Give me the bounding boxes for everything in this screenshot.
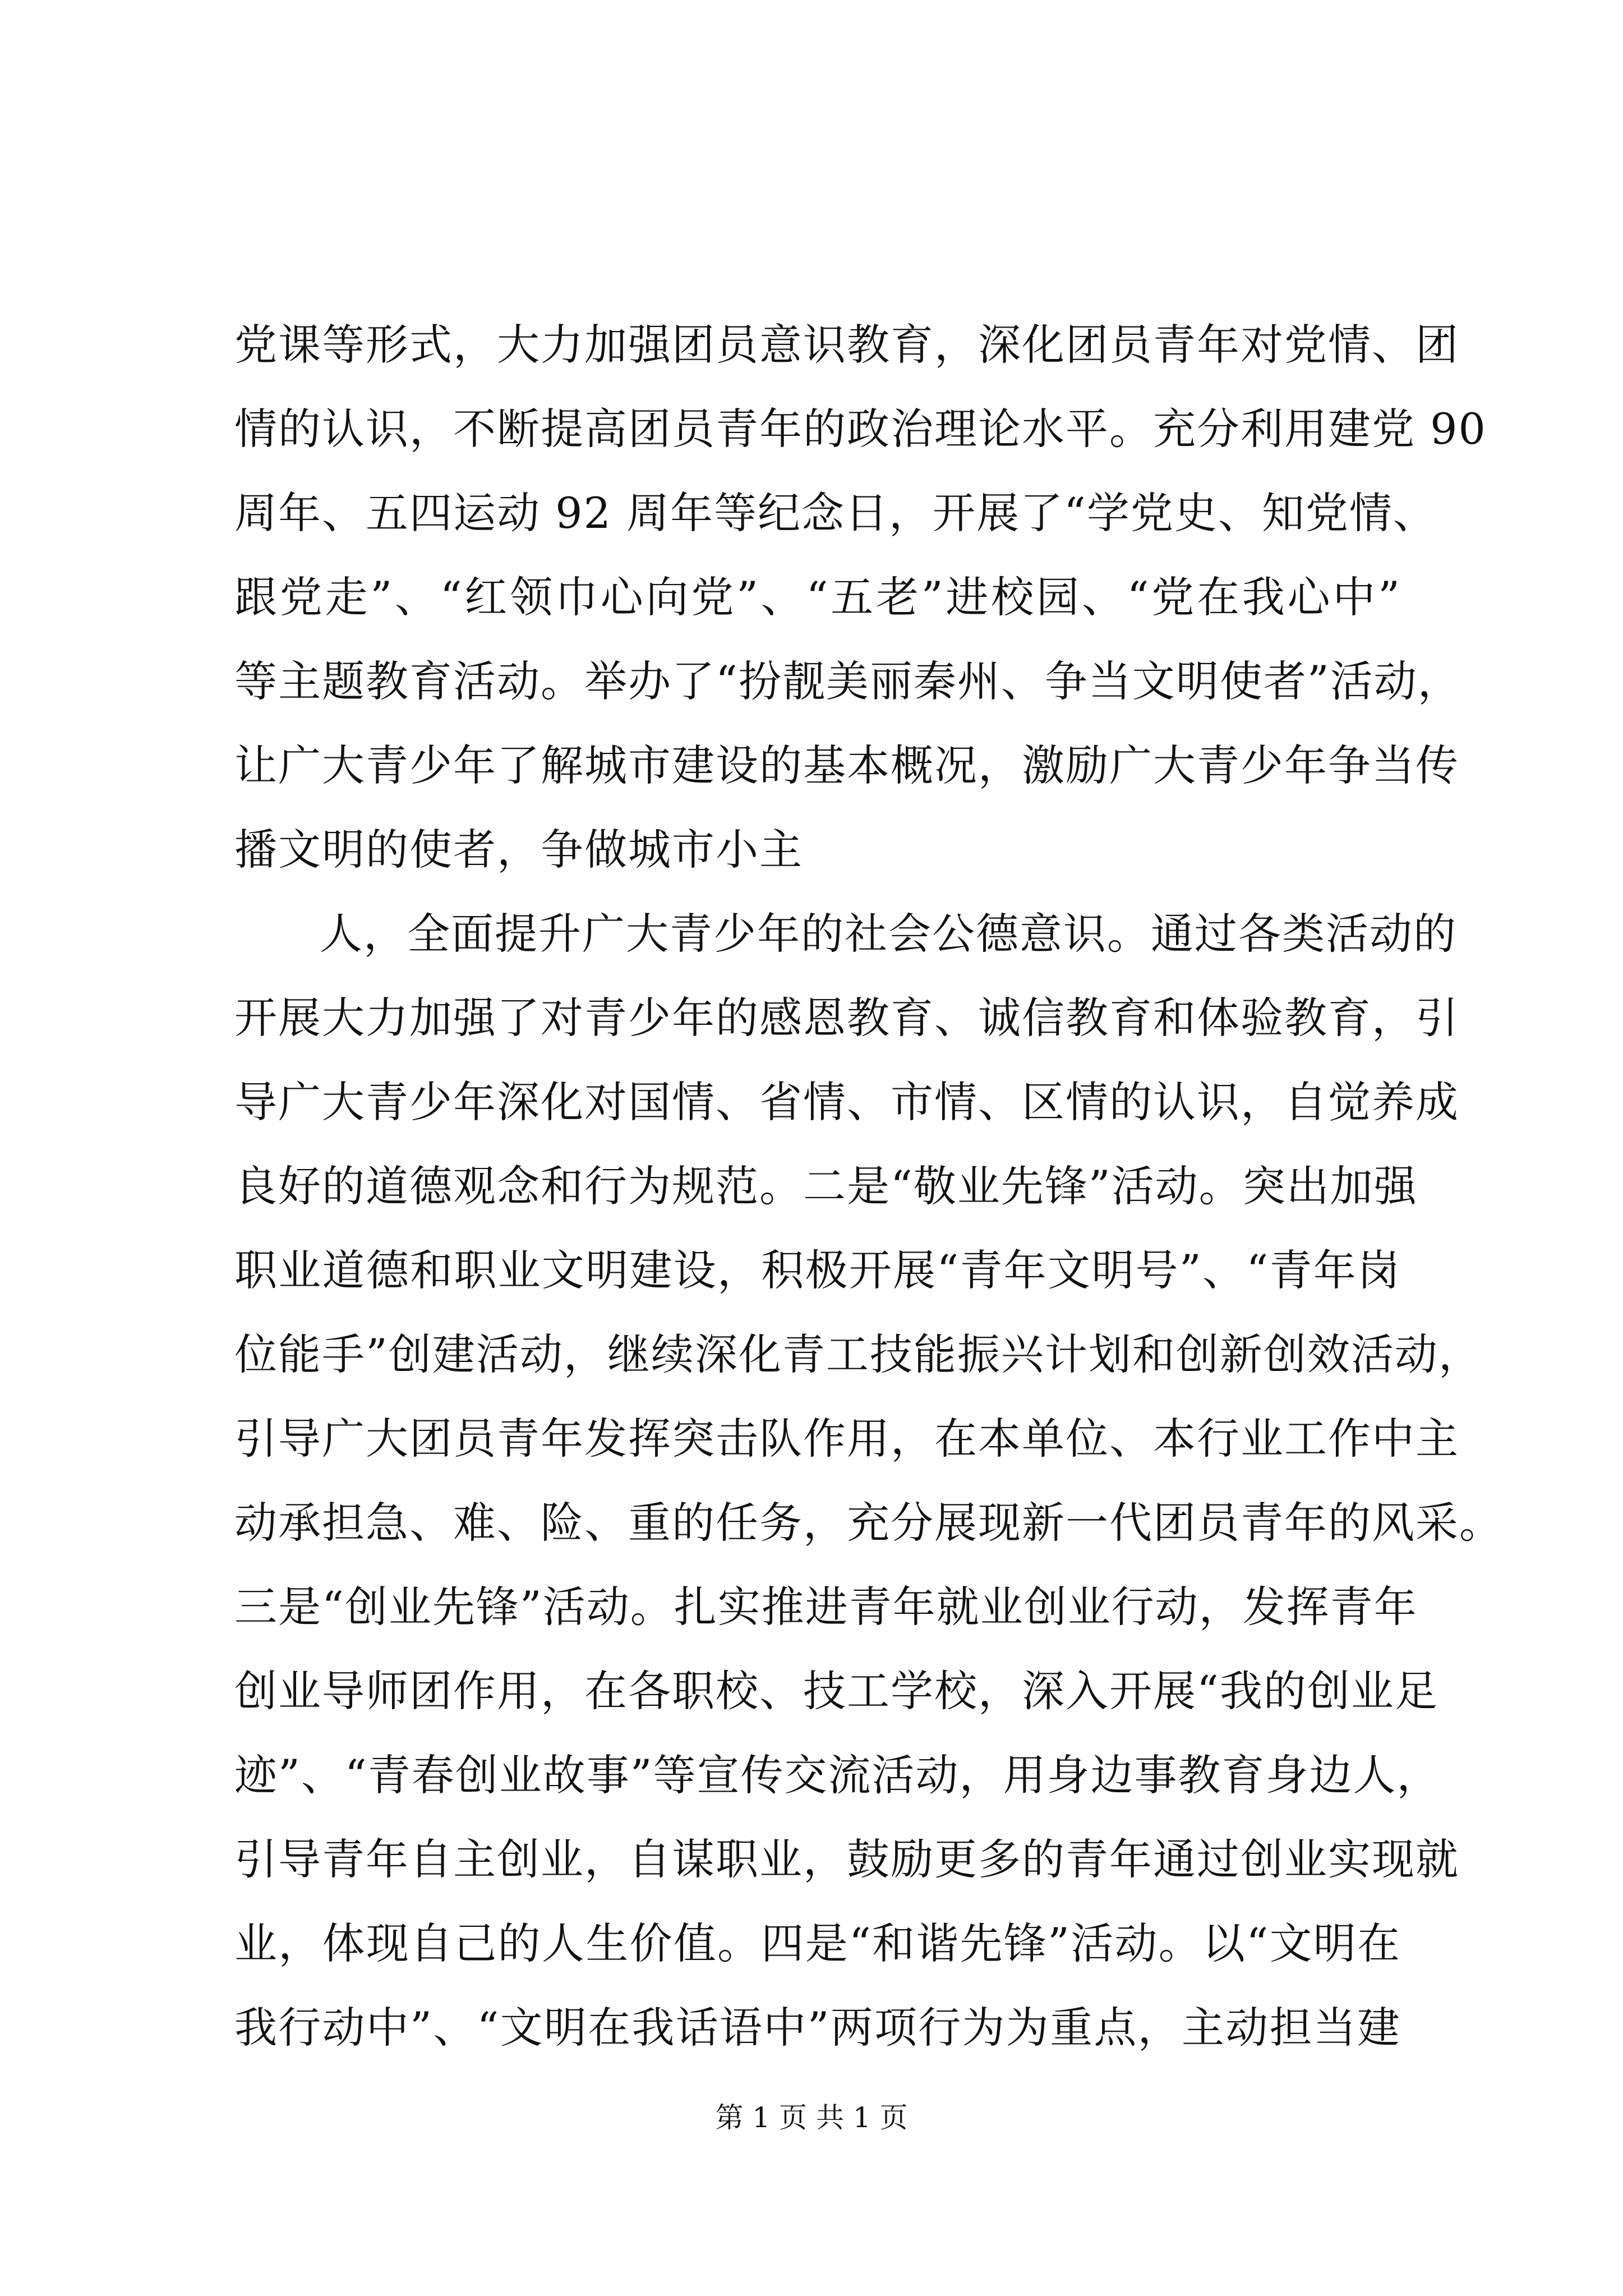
text-line: 我行动中”、“文明在我话语中”两项行为为重点，主动担当建 xyxy=(234,2003,1401,2053)
text-line: 党课等形式，大力加强团员意识教育，深化团员青年对党情、团 xyxy=(234,320,1459,370)
text-line: 引导青年自主创业，自谋职业，鼓励更多的青年通过创业实现就 xyxy=(234,1834,1459,1884)
text-line: 播文明的使者，争做城市小主 xyxy=(234,825,803,875)
paragraph-first-line: 人，全面提升广大青少年的社会公德意识。通过各类活动的 xyxy=(320,909,1457,959)
text-line: 导广大青少年深化对国情、省情、市情、区情的认识，自觉养成 xyxy=(234,1077,1459,1127)
document-body xyxy=(234,303,1503,2070)
page-footer: 第 1 页 共 1 页 xyxy=(715,2101,908,2134)
text-line: 迹”、“青春创业故事”等宣传交流活动，用身边事教育身边人， xyxy=(234,1750,1441,1800)
text-line: 职业道德和职业文明建设，积极开展“青年文明号”、“青年岗 xyxy=(234,1245,1401,1295)
text-line: 等主题教育活动。举办了“扮靓美丽秦州、争当文明使者”活动， xyxy=(234,656,1461,706)
text-line: 三是“创业先锋”活动。扎实推进青年就业创业行动，发挥青年 xyxy=(234,1582,1418,1632)
text-line: 引导广大团员青年发挥突击队作用，在本单位、本行业工作中主 xyxy=(234,1414,1459,1464)
text-line: 动承担急、难、险、重的任务，充分展现新一代团员青年的风采。 xyxy=(234,1498,1503,1548)
text-line: 周年、五四运动 92 周年等纪念日，开展了“学党史、知党情、 xyxy=(234,488,1437,538)
text-line: 让广大青少年了解城市建设的基本概况，激励广大青少年争当传 xyxy=(234,740,1459,790)
text-line: 良好的道德观念和行为规范。二是“敬业先锋”活动。突出加强 xyxy=(234,1161,1418,1211)
text-line: 开展大力加强了对青少年的感恩教育、诚信教育和体验教育，引 xyxy=(234,993,1459,1043)
text-line: 业，体现自己的人生价值。四是“和谐先锋”活动。以“文明在 xyxy=(234,1918,1401,1968)
text-line: 跟党走”、“红领巾心向党”、“五老”进校园、“党在我心中” xyxy=(234,572,1401,622)
text-line: 创业导师团作用，在各职校、技工学校，深入开展“我的创业足 xyxy=(234,1666,1438,1716)
text-line: 位能手”创建活动，继续深化青工技能振兴计划和创新创效活动， xyxy=(234,1329,1482,1379)
text-line: 情的认识，不断提高团员青年的政治理论水平。充分利用建党 90 xyxy=(234,404,1487,454)
